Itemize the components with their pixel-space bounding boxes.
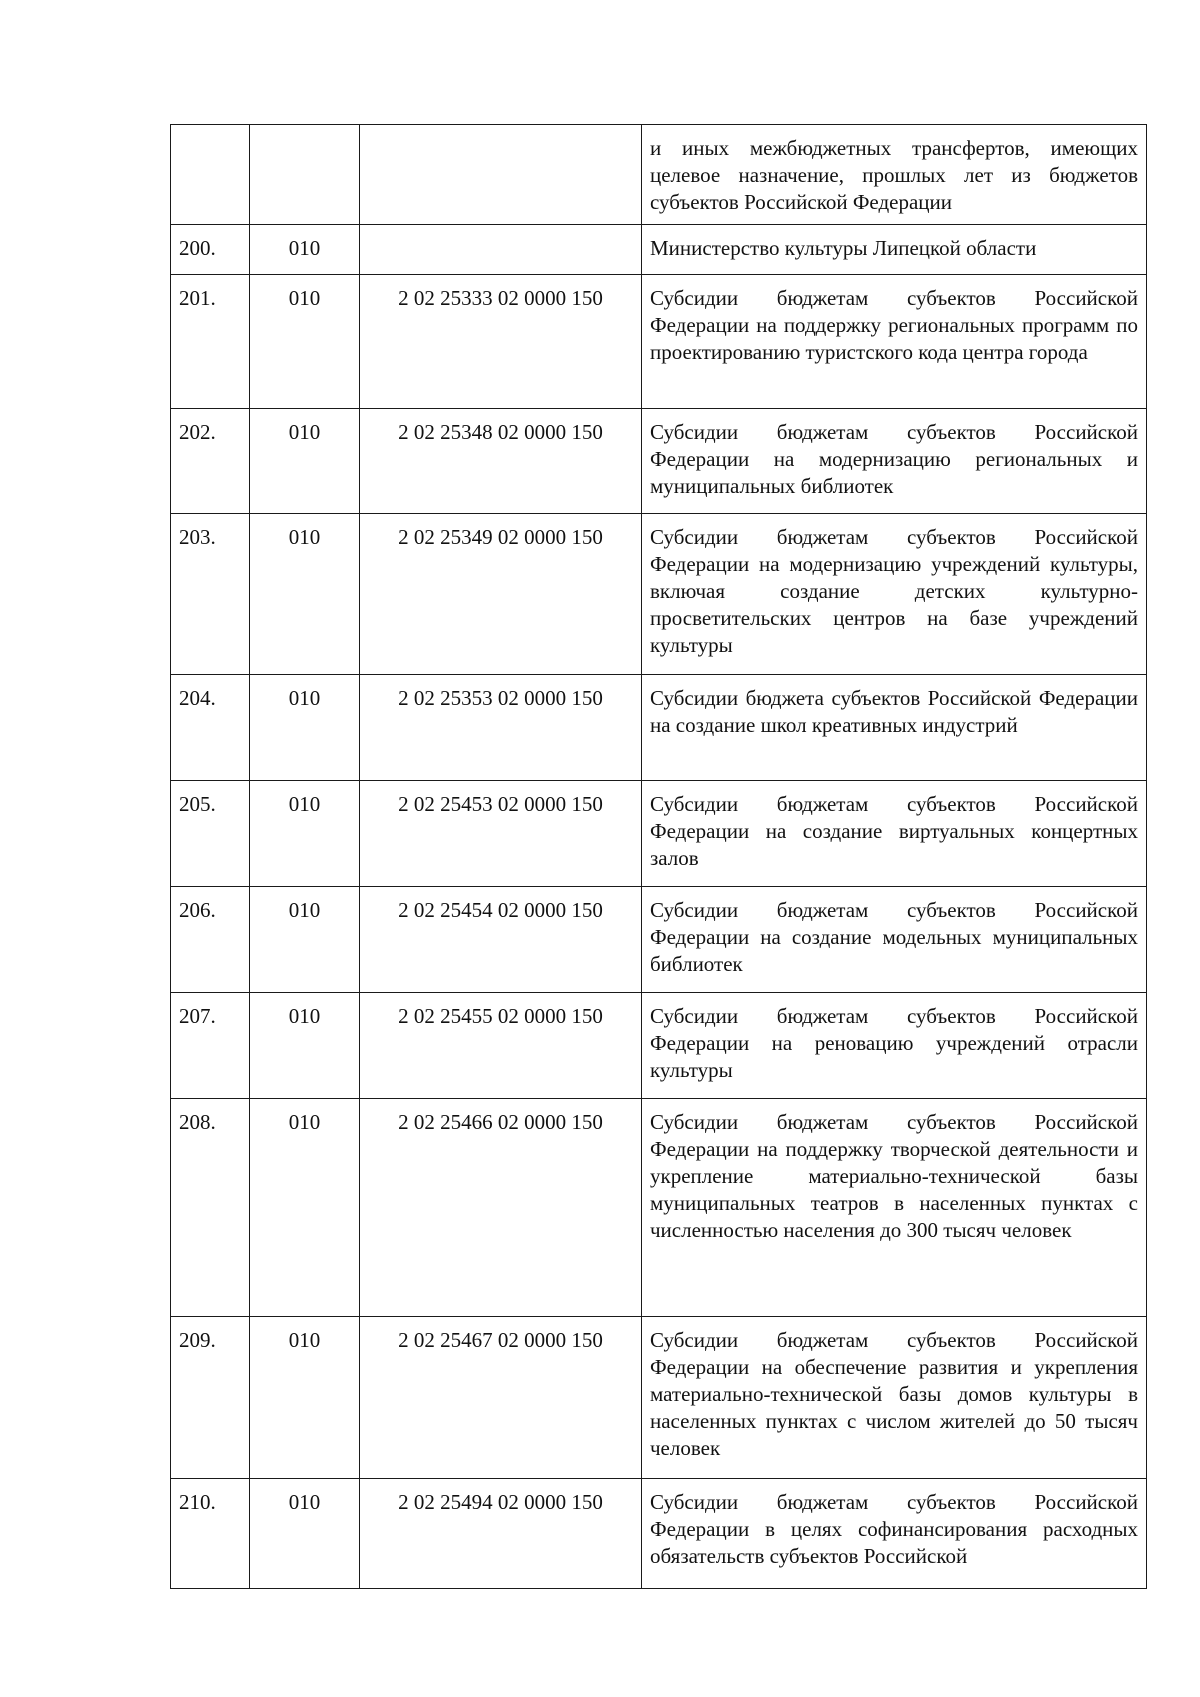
description-cell: и иных межбюджетных трансфертов, имеющих целевое назначение, прошлых лет из бюджетов субъектов Российской Федерации xyxy=(642,125,1147,225)
description-cell: Субсидии бюджетам субъектов Российской Федерации на модернизацию региональных и муниципальных библиотек xyxy=(642,409,1147,514)
row-number-cell xyxy=(171,125,250,225)
description-cell: Субсидии бюджета субъектов Российской Федерации на создание школ креативных индустрий xyxy=(642,675,1147,781)
description-cell: Субсидии бюджетам субъектов Российской Федерации на поддержку региональных программ по проектированию туристского кода центра города xyxy=(642,275,1147,409)
description-cell: Субсидии бюджетам субъектов Российской Федерации на реновацию учреждений отрасли культуры xyxy=(642,993,1147,1099)
table-row xyxy=(171,887,1147,993)
table-row xyxy=(171,1317,1147,1479)
admin-code-cell: 010 xyxy=(250,1317,360,1479)
row-number-cell: 208. xyxy=(171,1099,250,1317)
budget-code-cell: 2 02 25494 02 0000 150 xyxy=(360,1479,642,1589)
admin-code-cell: 010 xyxy=(250,1479,360,1589)
admin-code-cell: 010 xyxy=(250,225,360,275)
description-cell: Субсидии бюджетам субъектов Российской Федерации на поддержку творческой деятельности и укрепление материально-технической базы муниципальных театров в населенных пунктах с численностью населения до 300 тысяч человек xyxy=(642,1099,1147,1317)
row-number-cell: 202. xyxy=(171,409,250,514)
budget-code-cell: 2 02 25349 02 0000 150 xyxy=(360,514,642,675)
description-cell: Субсидии бюджетам субъектов Российской Федерации на создание модельных муниципальных библиотек xyxy=(642,887,1147,993)
row-number-cell: 209. xyxy=(171,1317,250,1479)
budget-code-cell: 2 02 25353 02 0000 150 xyxy=(360,675,642,781)
table-row xyxy=(171,225,1147,275)
table-row xyxy=(171,409,1147,514)
admin-code-cell: 010 xyxy=(250,409,360,514)
table-row xyxy=(171,1479,1147,1589)
description-cell: Субсидии бюджетам субъектов Российской Федерации на обеспечение развития и укрепления материально-технической базы домов культуры в населенных пунктах с числом жителей до 50 тысяч человек xyxy=(642,1317,1147,1479)
table-row xyxy=(171,514,1147,675)
admin-code-cell: 010 xyxy=(250,675,360,781)
row-number-cell: 200. xyxy=(171,225,250,275)
admin-code-cell: 010 xyxy=(250,514,360,675)
description-cell: Министерство культуры Липецкой области xyxy=(642,225,1147,275)
row-number-cell: 201. xyxy=(171,275,250,409)
revenue-codes-table xyxy=(170,124,1147,1589)
table-row xyxy=(171,993,1147,1099)
budget-code-cell: 2 02 25333 02 0000 150 xyxy=(360,275,642,409)
description-cell: Субсидии бюджетам субъектов Российской Федерации на модернизацию учреждений культуры, включая создание детских культурно-просветительских центров на базе учреждений культуры xyxy=(642,514,1147,675)
row-number-cell: 205. xyxy=(171,781,250,887)
description-cell: Субсидии бюджетам субъектов Российской Федерации в целях софинансирования расходных обязательств субъектов Российской xyxy=(642,1479,1147,1589)
budget-code-cell xyxy=(360,225,642,275)
description-cell: Субсидии бюджетам субъектов Российской Федерации на создание виртуальных концертных залов xyxy=(642,781,1147,887)
budget-code-cell: 2 02 25466 02 0000 150 xyxy=(360,1099,642,1317)
row-number-cell: 207. xyxy=(171,993,250,1099)
budget-code-cell: 2 02 25467 02 0000 150 xyxy=(360,1317,642,1479)
admin-code-cell: 010 xyxy=(250,275,360,409)
budget-code-cell: 2 02 25454 02 0000 150 xyxy=(360,887,642,993)
budget-code-cell: 2 02 25348 02 0000 150 xyxy=(360,409,642,514)
budget-code-cell xyxy=(360,125,642,225)
table-row xyxy=(171,781,1147,887)
row-number-cell: 210. xyxy=(171,1479,250,1589)
budget-code-cell: 2 02 25453 02 0000 150 xyxy=(360,781,642,887)
row-number-cell: 204. xyxy=(171,675,250,781)
admin-code-cell: 010 xyxy=(250,1099,360,1317)
row-number-cell: 206. xyxy=(171,887,250,993)
admin-code-cell xyxy=(250,125,360,225)
row-number-cell: 203. xyxy=(171,514,250,675)
table-row xyxy=(171,125,1147,225)
table-row xyxy=(171,275,1147,409)
table-row xyxy=(171,675,1147,781)
admin-code-cell: 010 xyxy=(250,887,360,993)
table-row xyxy=(171,1099,1147,1317)
admin-code-cell: 010 xyxy=(250,993,360,1099)
admin-code-cell: 010 xyxy=(250,781,360,887)
budget-code-cell: 2 02 25455 02 0000 150 xyxy=(360,993,642,1099)
